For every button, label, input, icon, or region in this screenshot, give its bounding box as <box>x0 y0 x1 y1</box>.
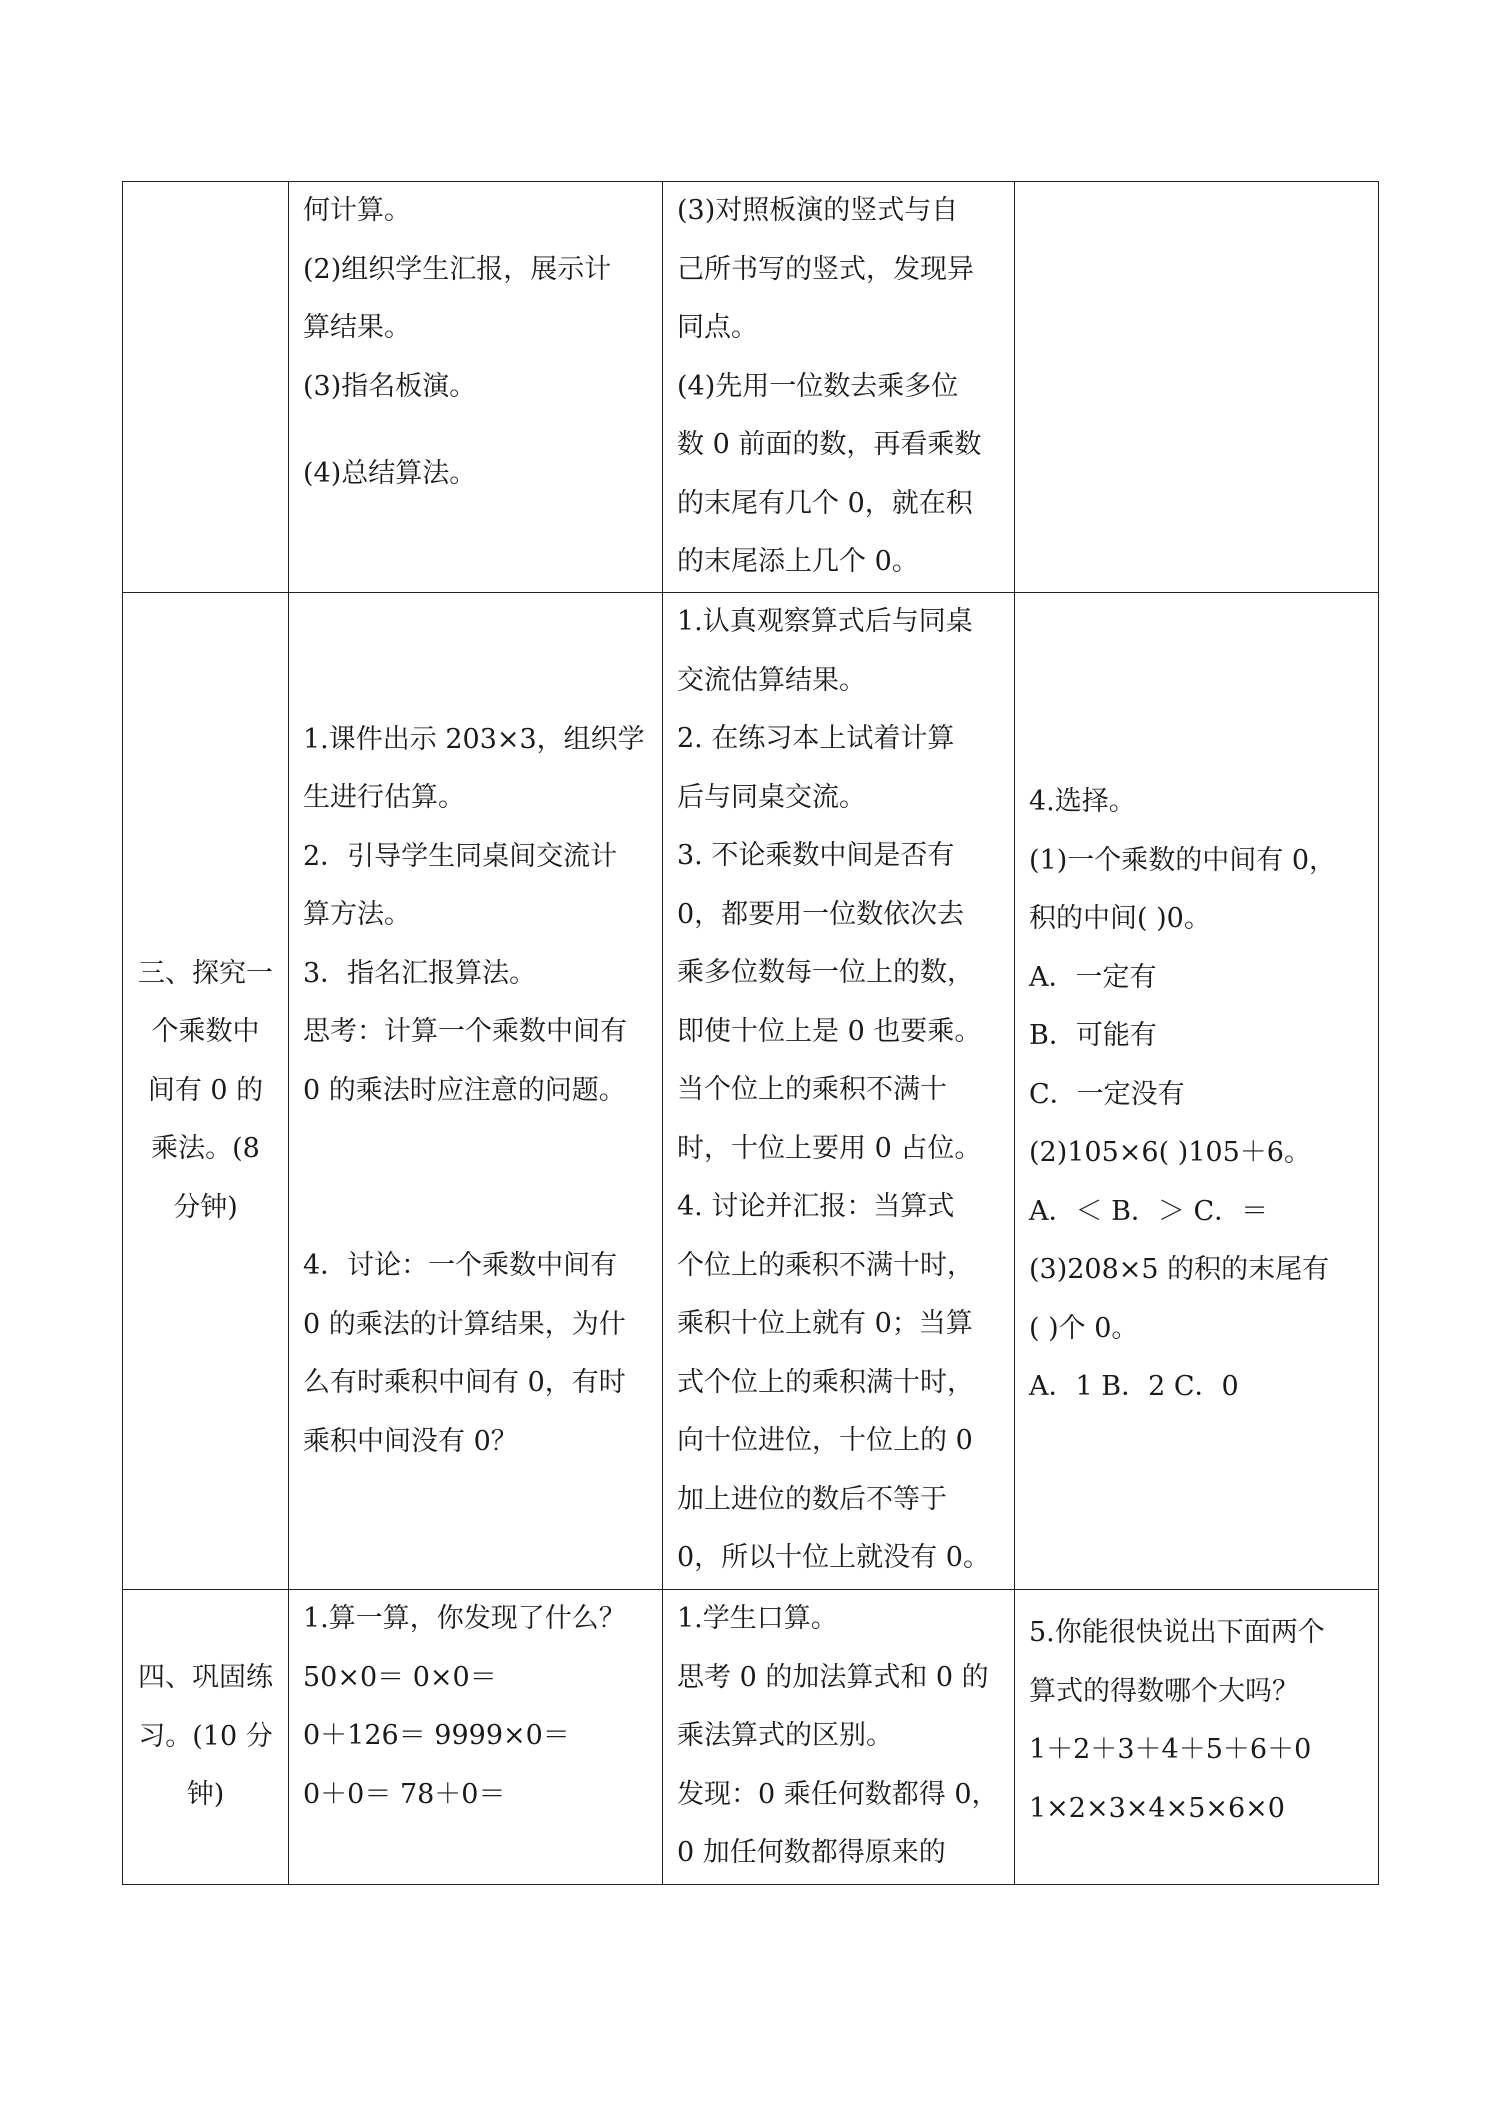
text-line: 算方法。 <box>303 899 411 931</box>
text-line: 生进行估算。 <box>303 782 465 814</box>
student-activity-cell <box>663 1590 1015 1885</box>
table-row <box>123 593 1379 1590</box>
text-line: 交流估算结果。 <box>677 664 866 696</box>
text-line: (3)208×5 的积的末尾有 <box>1029 1254 1330 1285</box>
teacher-activity-cell <box>289 593 663 1590</box>
text-line: 乘多位数每一位上的数， <box>677 957 974 988</box>
text-line: (2)组织学生汇报，展示计 <box>303 253 612 285</box>
student-activity-cell <box>663 182 1015 593</box>
teacher-activity-cell <box>289 182 663 593</box>
text-line: 5.你能很快说出下面两个 <box>1029 1617 1325 1648</box>
text-line: 1.课件出示 203×3，组织学 <box>303 723 645 755</box>
lesson-plan-table <box>122 181 1379 1885</box>
stage-label: 四、巩固练 <box>138 1662 273 1694</box>
text-line: 0，所以十位上就没有 0。 <box>677 1542 990 1573</box>
text-line: (3)指名板演。 <box>303 370 477 402</box>
text-line: 积的中间( )0。 <box>1029 903 1211 934</box>
text-line: 3. 不论乘数中间是否有 <box>677 840 955 871</box>
text-line: 同点。 <box>677 312 758 343</box>
text-line: (2)105×6( )105＋6。 <box>1029 1137 1311 1168</box>
text-line: 2．引导学生同桌间交流计 <box>303 840 618 872</box>
text-line: 乘法算式的区别。 <box>677 1720 893 1751</box>
stage-label: 三、探究一 <box>138 957 273 989</box>
text-line: 50×0＝ 0×0＝ <box>303 1661 497 1693</box>
text-line: A．＜ B．＞ C．＝ <box>1029 1195 1269 1227</box>
text-line: 0 的乘法时应注意的问题。 <box>303 1074 626 1106</box>
text-line: 0 的乘法的计算结果，为什 <box>303 1308 626 1340</box>
text-line: 0 加任何数都得原来的 <box>677 1837 946 1868</box>
text-line: 的末尾添上几个 0。 <box>677 546 919 577</box>
stage-cell <box>123 1590 289 1885</box>
student-activity-cell <box>663 593 1015 1590</box>
text-line: 思考：计算一个乘数中间有 <box>303 1016 627 1048</box>
text-line: 何计算。 <box>303 195 411 226</box>
text-line: 0＋0＝ 78＋0＝ <box>303 1778 506 1810</box>
text-line: 1.认真观察算式后与同桌 <box>677 606 973 637</box>
text-line: 4. 讨论并汇报：当算式 <box>677 1191 955 1222</box>
text-line: 1.算一算，你发现了什么？ <box>303 1603 626 1634</box>
text-line: 4．讨论：一个乘数中间有 <box>303 1250 618 1282</box>
text-line: 3．指名汇报算法。 <box>303 957 537 989</box>
stage-label: 习。(10 分 <box>138 1720 273 1752</box>
text-line: 思考 0 的加法算式和 0 的 <box>677 1661 989 1693</box>
text-line: 后与同桌交流。 <box>677 781 866 813</box>
text-line: 2. 在练习本上试着计算 <box>677 723 955 754</box>
text-line: 1×2×3×4×5×6×0 <box>1029 1792 1285 1824</box>
text-line: 数 0 前面的数，再看乘数 <box>677 429 982 460</box>
text-line: ( )个 0。 <box>1029 1312 1139 1344</box>
text-line: 向十位进位，十位上的 0 <box>677 1425 973 1456</box>
stage-label: 个乘数中 <box>151 1016 260 1048</box>
text-line: 1.学生口算。 <box>677 1603 838 1634</box>
text-line: C．一定没有 <box>1029 1078 1185 1110</box>
stage-label: 乘法。(8 <box>151 1133 260 1165</box>
text-line: 1＋2＋3＋4＋5＋6＋0 <box>1029 1734 1312 1765</box>
text-line: 4.选择。 <box>1029 786 1136 817</box>
text-line: A．一定有 <box>1029 961 1157 993</box>
text-line: 算式的得数哪个大吗？ <box>1029 1675 1299 1707</box>
text-line: 算结果。 <box>303 312 411 343</box>
text-line: 即使十位上是 0 也要乘。 <box>677 1015 982 1047</box>
text-line: 的末尾有几个 0，就在积 <box>677 487 973 519</box>
text-line: 乘积中间没有 0？ <box>303 1425 518 1457</box>
exercise-cell <box>1015 593 1379 1590</box>
stage-cell <box>123 593 289 1590</box>
table-row <box>123 1590 1379 1885</box>
text-line: (4)总结算法。 <box>303 458 477 489</box>
text-line: 么有时乘积中间有 0，有时 <box>303 1367 626 1399</box>
text-line: (3)对照板演的竖式与自 <box>677 195 959 226</box>
stage-label: 分钟) <box>173 1191 238 1223</box>
text-line: (4)先用一位数去乘多位 <box>677 370 959 402</box>
text-line: 0，都要用一位数依次去 <box>677 898 965 930</box>
teacher-activity-cell <box>289 1590 663 1885</box>
table-row <box>123 182 1379 593</box>
text-line: 乘积十位上就有 0；当算 <box>677 1308 973 1339</box>
text-line: (1)一个乘数的中间有 0， <box>1029 844 1337 876</box>
text-line: 0＋126＝ 9999×0＝ <box>303 1720 570 1751</box>
text-line: 己所书写的竖式，发现异 <box>677 253 974 285</box>
stage-cell <box>123 182 289 593</box>
exercise-cell <box>1015 1590 1379 1885</box>
text-line: 加上进位的数后不等于 <box>677 1483 947 1515</box>
stage-label: 钟) <box>186 1779 225 1811</box>
text-line: 当个位上的乘积不满十 <box>677 1074 947 1105</box>
stage-label: 间有 0 的 <box>147 1074 264 1106</box>
text-line: 式个位上的乘积满十时， <box>677 1366 974 1398</box>
text-line: 时，十位上要用 0 占位。 <box>677 1132 982 1164</box>
text-line: A．1 B．2 C．0 <box>1029 1371 1239 1402</box>
text-line: 发现：0 乘任何数都得 0， <box>677 1778 999 1810</box>
exercise-cell <box>1015 182 1379 593</box>
text-line: B．可能有 <box>1029 1020 1157 1051</box>
text-line: 个位上的乘积不满十时， <box>677 1249 974 1281</box>
